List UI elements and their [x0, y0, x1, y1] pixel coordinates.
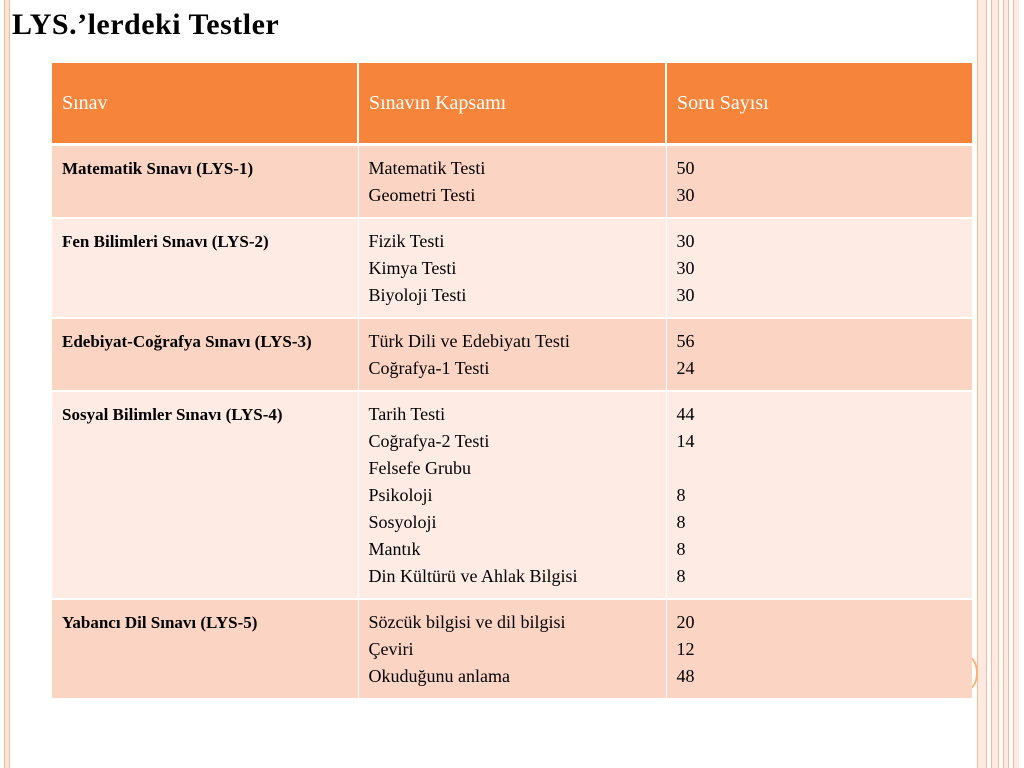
- table-row: [52, 318, 972, 391]
- question-count: 30: [676, 258, 695, 278]
- scope-cell: [358, 145, 666, 219]
- table-row: [52, 599, 972, 699]
- header-exam: Sınav: [52, 63, 358, 145]
- test-name: Tarih Testi: [368, 404, 446, 424]
- question-count: 14: [676, 431, 695, 451]
- question-count: 12: [676, 639, 695, 659]
- exam-name-cell: Sosyal Bilimler Sınavı (LYS-4): [52, 391, 358, 599]
- right-frame-line: [1013, 0, 1019, 768]
- slide-title: LYS.’lerdeki Testler: [12, 8, 280, 41]
- test-name: Çeviri: [368, 639, 414, 659]
- scope-cell: [358, 599, 666, 699]
- question-count: 30: [676, 231, 695, 251]
- test-name: Sosyoloji: [368, 512, 437, 532]
- right-frame-line: [977, 0, 987, 768]
- question-count: 8: [676, 512, 686, 532]
- question-count: 30: [676, 185, 695, 205]
- scope-cell: [358, 318, 666, 391]
- test-name: Okuduğunu anlama: [368, 666, 510, 686]
- question-count: 8: [676, 485, 686, 505]
- test-name: Coğrafya-2 Testi: [368, 431, 490, 451]
- table-row: [52, 218, 972, 318]
- right-frame-line: [991, 0, 999, 768]
- question-count: 44: [676, 404, 695, 424]
- table-header-row: [52, 63, 972, 145]
- test-name: Matematik Testi: [368, 158, 486, 178]
- test-name: Felsefe Grubu: [368, 458, 471, 478]
- right-frame-line: [1003, 0, 1009, 768]
- test-name: Kimya Testi: [368, 258, 457, 278]
- scope-cell: [358, 391, 666, 599]
- table-body: [52, 145, 972, 700]
- test-name: Fizik Testi: [368, 231, 445, 251]
- header-scope: Sınavın Kapsamı: [358, 63, 666, 145]
- exam-name-cell: Matematik Sınavı (LYS-1): [52, 145, 358, 219]
- question-count: 30: [676, 285, 695, 305]
- question-count: [677, 455, 963, 482]
- question-count-cell: [666, 218, 972, 318]
- question-count: 8: [676, 539, 686, 559]
- question-count-cell: [666, 145, 972, 219]
- question-count-cell: [666, 599, 972, 699]
- question-count: 24: [676, 358, 695, 378]
- test-name: Türk Dili ve Edebiyatı Testi: [368, 331, 570, 351]
- exam-name-cell: Edebiyat-Coğrafya Sınavı (LYS-3): [52, 318, 358, 391]
- test-name: Psikoloji: [368, 485, 433, 505]
- test-name: Sözcük bilgisi ve dil bilgisi: [368, 612, 566, 632]
- question-count-cell: [666, 318, 972, 391]
- test-name: Mantık: [368, 539, 421, 559]
- table-row: [52, 145, 972, 219]
- left-frame-line: [4, 0, 10, 768]
- question-count: 48: [676, 666, 695, 686]
- test-name: Geometri Testi: [368, 185, 476, 205]
- question-count: 8: [676, 566, 686, 586]
- question-count-cell: [666, 391, 972, 599]
- tests-table: [52, 63, 972, 700]
- test-name: Coğrafya-1 Testi: [368, 358, 490, 378]
- header-question-count: Soru Sayısı: [666, 63, 972, 145]
- test-name: Din Kültürü ve Ahlak Bilgisi: [368, 566, 578, 586]
- question-count: 50: [676, 158, 695, 178]
- question-count: 20: [676, 612, 695, 632]
- exam-name-cell: Fen Bilimleri Sınavı (LYS-2): [52, 218, 358, 318]
- table-row: [52, 391, 972, 599]
- scope-cell: [358, 218, 666, 318]
- question-count: 56: [676, 331, 695, 351]
- exam-name-cell: Yabancı Dil Sınavı (LYS-5): [52, 599, 358, 699]
- test-name: Biyoloji Testi: [368, 285, 467, 305]
